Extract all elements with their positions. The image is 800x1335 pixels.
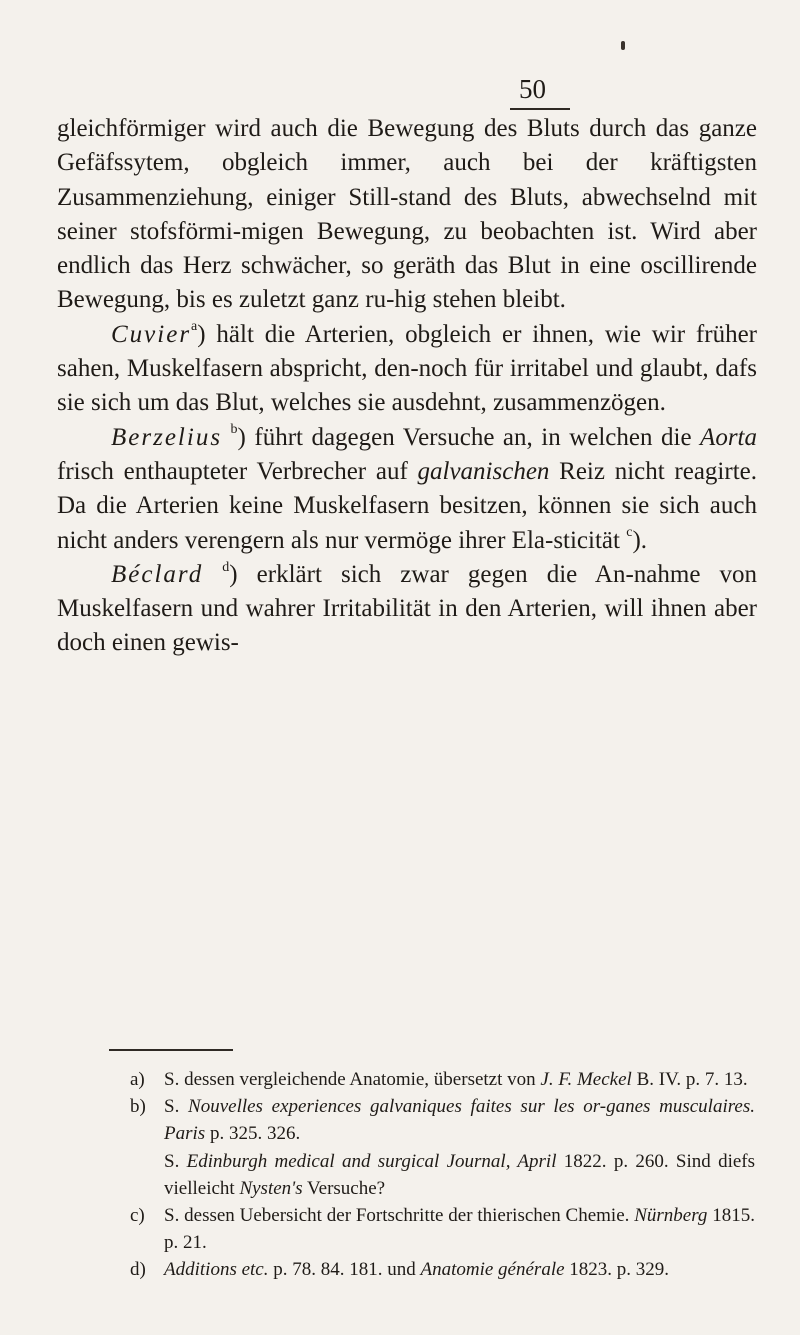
italic-text: galvanischen — [417, 457, 550, 485]
text-run: 1815. p. 21. — [164, 1205, 755, 1254]
text-run: ). — [632, 526, 648, 554]
footnote-marker: a — [191, 319, 198, 335]
text-run: ) erklärt sich zwar gegen die An-nahme von Muskelfasern und wahrer Irritabilität in den Arterien, will ihnen aber doch einen gewis- — [57, 560, 757, 657]
footnote — [130, 1066, 755, 1093]
text-run: S. — [164, 1096, 189, 1118]
text-run: S. dessen Uebersicht der Fortschritte der thierischen Chemie. — [164, 1205, 635, 1227]
footnote-label: d) — [130, 1259, 146, 1281]
paragraph — [57, 558, 757, 661]
text-run: 1823. p. 329. — [564, 1259, 670, 1281]
footnotes-section — [130, 1066, 755, 1284]
text-run: ) führt dagegen Versuche an, in welchen die — [237, 423, 701, 451]
footnote-label: a) — [130, 1069, 145, 1090]
italic-text: Nouvelles experiences galvaniques faites sur les or-ganes musculaires. Paris — [164, 1096, 755, 1145]
author-name: Berzelius — [111, 423, 223, 451]
italic-text: Nysten's — [239, 1177, 303, 1199]
text-run: p. 78. 84. 181. und — [268, 1259, 421, 1281]
footnote — [130, 1148, 755, 1202]
footnote — [130, 1093, 755, 1147]
text-run: frisch enthaupteter Verbrecher auf — [57, 457, 418, 485]
italic-text: Additions etc. — [164, 1259, 269, 1281]
footnote — [130, 1256, 755, 1283]
paragraph — [57, 421, 757, 558]
text-run: Versuche? — [302, 1177, 386, 1199]
author-name: Béclard — [111, 560, 204, 588]
paragraph — [57, 318, 757, 421]
text-run — [203, 561, 222, 588]
footnote-marker: d — [222, 559, 230, 575]
text-run: p. 325. 326. — [205, 1123, 301, 1145]
main-body-text — [57, 112, 757, 661]
text-run: S. dessen vergleichende Anatomie, übersetzt von — [164, 1069, 541, 1090]
footnote-marker: b — [230, 422, 238, 438]
text-run: B. IV. p. 7. 13. — [631, 1069, 748, 1090]
italic-text: Nürnberg — [634, 1205, 708, 1227]
footnote-label: b) — [130, 1096, 146, 1118]
text-run: Reiz nicht reagirte. Da die Arterien keine Muskelfasern besitzen, können sie sich auch nicht anders verengern als nur vermöge ihrer Ela-sticität — [57, 457, 757, 554]
text-run — [222, 424, 231, 451]
footnote-separator-rule — [109, 1049, 233, 1051]
italic-text: Anatomie générale — [420, 1259, 565, 1281]
italic-text: Edinburgh medical and surgical Journal, April — [186, 1150, 557, 1172]
page-number: 50 — [519, 74, 546, 104]
paragraph — [57, 112, 757, 318]
header-rule — [510, 108, 570, 110]
italic-text: J. F. Meckel — [540, 1069, 632, 1090]
text-run: S. — [164, 1150, 187, 1172]
text-run: 1822. p. 260. Sind diefs vielleicht — [164, 1150, 755, 1199]
footnote-label: c) — [130, 1205, 145, 1227]
text-run: ) hält die Arterien, obgleich er ihnen, wie wir früher sahen, Muskelfasern abspricht, den-noch für irritabel und glaubt, dafs sie sich um das Blut, welches sie ausdehnt, zusammenzögen. — [57, 320, 757, 417]
footnote — [130, 1202, 755, 1256]
italic-text: Aorta — [700, 423, 757, 451]
ink-speck-mark — [621, 41, 625, 50]
footnote-marker: c — [626, 525, 633, 541]
author-name: Cuvier — [111, 320, 192, 348]
text-run: gleichförmiger wird auch die Bewegung des Bluts durch das ganze Gefäfssytem, obgleich immer, auch bei der kräftigsten Zusammenziehung, einiger Still-stand des Bluts, abwechselnd mit seiner stofsförmi-migen Bewegung, zu beobachten ist. Wird aber endlich das Herz schwächer, so geräth das Blut in eine oscillirende Bewegung, bis es zuletzt ganz ru-hig stehen bleibt. — [57, 115, 757, 314]
